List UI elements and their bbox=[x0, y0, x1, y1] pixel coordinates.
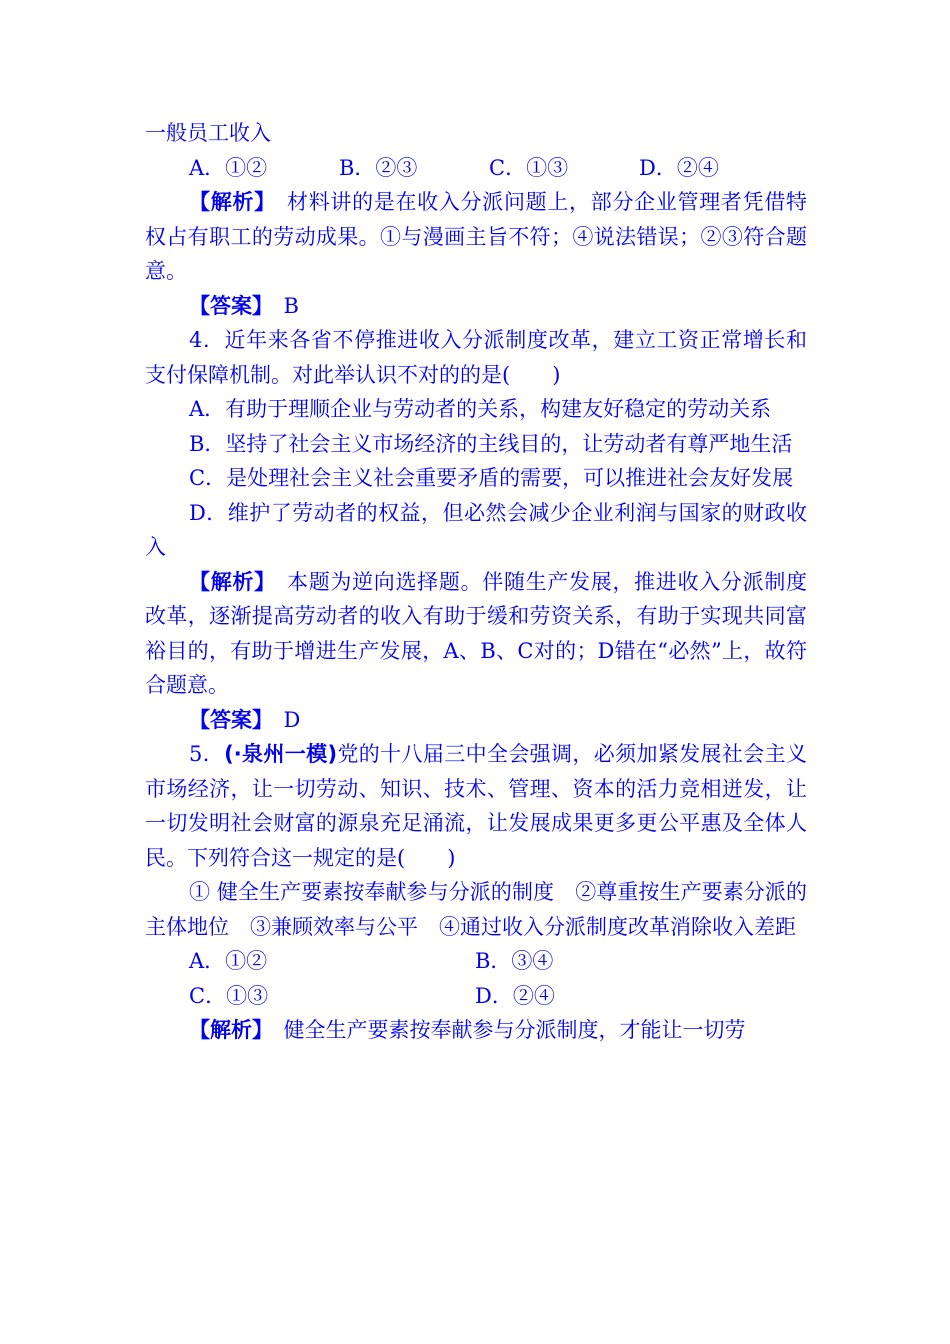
answer-text: B bbox=[262, 293, 299, 318]
analysis-text: 本题为逆向选择题。伴随生产发展，推进收入分派制度改革，逐渐提高劳动者的收入有助于缓和劳资关系，有助于实现共同富裕目的，有助于增进生产发展，A、B、C对的；D错在“必然”上，故符合题意。 bbox=[145, 569, 808, 697]
option-a: A．①② bbox=[189, 949, 268, 973]
option-b: B．②③ bbox=[339, 155, 418, 180]
question-text: 党的十八届三中全会强调，必须加紧发展社会主义市场经济，让一切劳动、知识、技术、管理、资本的活力竞相迸发，让一切发明社会财富的源泉充足涌流，让发展成果更多更公平惠及全体人民。下列符合这一规定的是( ) bbox=[145, 742, 807, 870]
q5-analysis bbox=[145, 1013, 807, 1048]
q5-options-row2 bbox=[189, 979, 807, 1014]
answer-text: D bbox=[262, 707, 301, 732]
q3-options bbox=[189, 151, 807, 186]
question-source: (·泉州一模) bbox=[224, 742, 338, 766]
q5-items: ① 健全生产要素按奉献参与分派的制度 ②尊重按生产要素分派的主体地位 ③兼顾效率与公平 ④通过收入分派制度改革消除收入差距 bbox=[145, 880, 807, 939]
q4-answer bbox=[145, 703, 807, 738]
analysis-text: 健全生产要素按奉献参与分派制度，才能让一切劳 bbox=[262, 1018, 746, 1042]
q5-stem bbox=[145, 737, 807, 875]
option-a: A．①② bbox=[189, 155, 268, 180]
option-c: C．①③ bbox=[189, 983, 269, 1008]
analysis-tag: 【解析】 bbox=[189, 1018, 263, 1042]
document-body bbox=[145, 116, 807, 1048]
answer-tag: 【答案】 bbox=[189, 293, 263, 318]
option-d: D．②④ bbox=[475, 983, 555, 1008]
option-c: C．①③ bbox=[489, 155, 569, 180]
q3-answer bbox=[145, 289, 807, 324]
q4-option-d: D．维护了劳动者的权益，但必然会减少企业利润与国家的财政收入 bbox=[145, 500, 807, 559]
q4-option-a: A．有助于理顺企业与劳动者的关系，构建友好稳定的劳动关系 bbox=[189, 397, 772, 421]
q4-option-c: C．是处理社会主义社会重要矛盾的需要，可以推进社会友好发展 bbox=[189, 466, 794, 490]
analysis-tag: 【解析】 bbox=[189, 190, 266, 214]
q4-stem: 4．近年来各省不停推进收入分派制度改革，建立工资正常增长和支付保障机制。对此举认识不对的的是( ) bbox=[145, 328, 807, 387]
q4-analysis bbox=[145, 565, 807, 703]
option-d: D．②④ bbox=[639, 155, 719, 180]
q5-options-row1 bbox=[189, 944, 807, 979]
analysis-tag: 【解析】 bbox=[189, 569, 266, 594]
q3-analysis bbox=[145, 185, 807, 289]
analysis-text: 材料讲的是在收入分派问题上，部分企业管理者凭借特权占有职工的劳动成果。①与漫画主旨不符；④说法错误；②③符合题意。 bbox=[145, 190, 808, 283]
question-number: 5． bbox=[189, 742, 225, 766]
text-line: 一般员工收入 bbox=[145, 121, 271, 145]
option-b: B．③④ bbox=[475, 949, 554, 973]
q4-option-b: B．坚持了社会主义市场经济的主线目的，让劳动者有尊严地生活 bbox=[189, 431, 793, 456]
answer-tag: 【答案】 bbox=[189, 707, 263, 732]
